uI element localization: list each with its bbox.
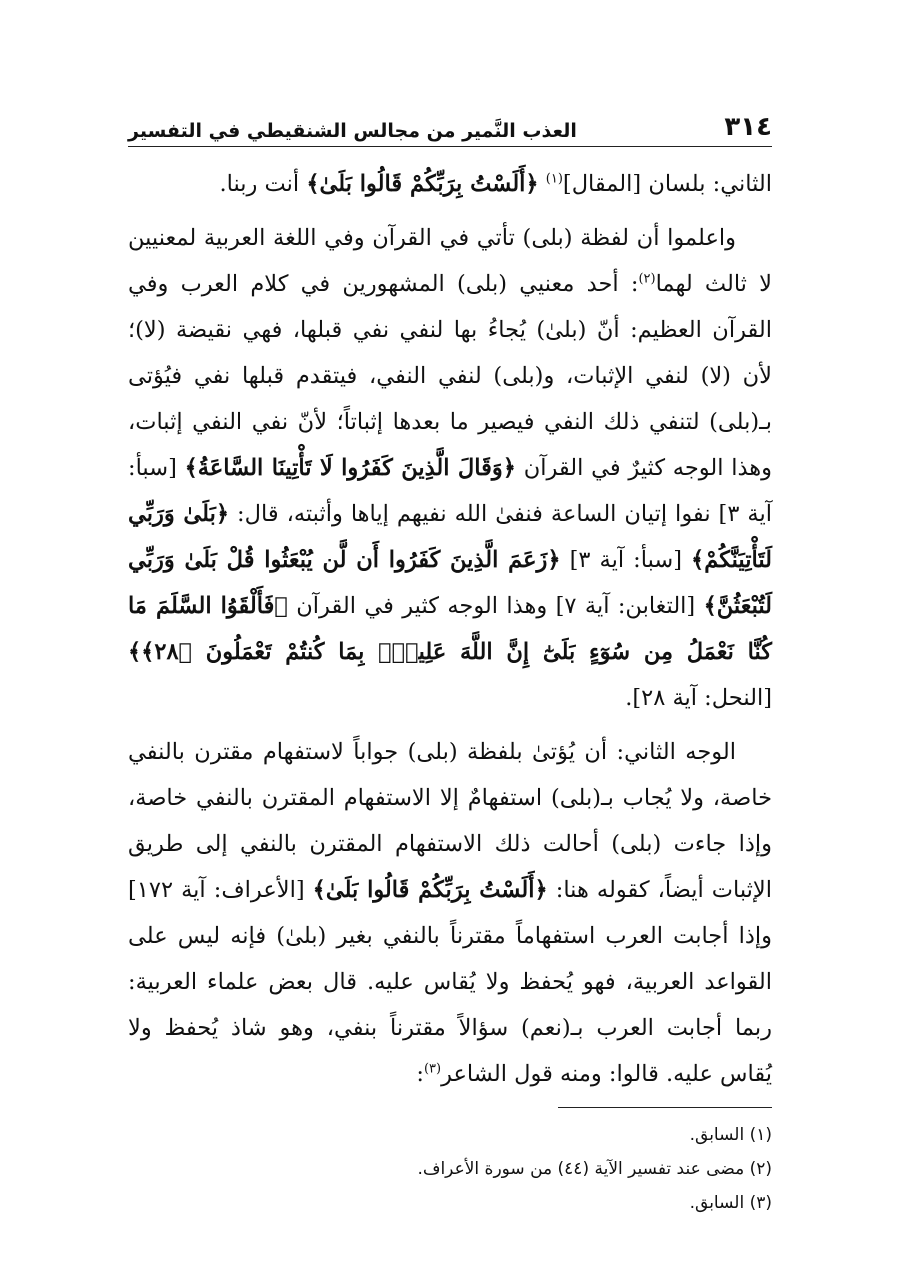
text-run: [سبأ: آية ٣] نفوا إتيان الساعة فنفىٰ الله نفيهم إياها وأثبته، قال: bbox=[128, 455, 772, 527]
text-run: : bbox=[416, 1061, 424, 1087]
footnote-ref: (٢) bbox=[638, 271, 656, 287]
footnote: (١) السابق. bbox=[689, 1125, 772, 1145]
text-run: أنت ربنا. bbox=[219, 171, 300, 197]
footnotes bbox=[128, 1118, 772, 1220]
footnote-ref: (٣) bbox=[423, 1061, 442, 1077]
text-run: [النحل: آية ٢٨]. bbox=[625, 685, 772, 711]
text-run: الوجه الثاني: أن يُؤتىٰ بلفظة (بلى) جواباً لاستفهام مقترن بالنفي خاصة، ولا يُجاب بـ(بلى) استفهامٌ إلا الاستفهام المقترن بالنفي خاصة، وإذا جاءت (بلى) أحالت ذلك الاستفهام المقترن بالنفي إلى طريق الإثبات أيضاً، كقوله هنا: bbox=[128, 739, 772, 903]
page-number: ٣١٤ bbox=[724, 112, 772, 142]
paragraph-1 bbox=[128, 161, 772, 207]
main-text bbox=[128, 161, 772, 1097]
header-divider bbox=[128, 146, 772, 147]
quran-verse: ﴿فَأَلْقَوُا السَّلَمَ مَا كُنَّا نَعْمَلُ مِن سُوٓءٍ بَلَىٰٓ إِنَّ اللَّهَ عَلِيمٌۢ بِمَا كُنتُمْ تَعْمَلُونَ ﴿٢٨﴾﴾ bbox=[128, 593, 772, 665]
text-run: واعلموا أن لفظة (بلى) تأتي في القرآن وفي اللغة العربية لمعنيين لا ثالث لهما bbox=[128, 225, 772, 297]
paragraph-3 bbox=[128, 729, 772, 1097]
quran-verse: ﴿أَلَسْتُ بِرَبِّكُمْ قَالُوا بَلَىٰ﴾ bbox=[312, 877, 548, 903]
footnote-divider bbox=[558, 1107, 772, 1108]
text-run: [الأعراف: آية ١٧٢] وإذا أجابت العرب استفهاماً مقترناً بالنفي بغير (بلىٰ) فإنه ليس على القواعد العربية، فهو يُحفظ ولا يُقاس عليه. قال بعض علماء العربية: ربما أجابت العرب بـ(نعم) سؤالاً مقترناً بنفي، وهو شاذ يُحفظ ولا يُقاس عليه. قالوا: ومنه قول الشاعر bbox=[128, 877, 772, 1087]
quran-verse: ﴿بَلَىٰ وَرَبِّي لَتَأْتِيَنَّكُمْ﴾ bbox=[128, 501, 772, 573]
quran-verse: ﴿أَلَسْتُ بِرَبِّكُمْ قَالُوا بَلَىٰ﴾ bbox=[306, 171, 539, 197]
text-run: : أحد معنيي (بلى) المشهورين في كلام العرب وفي القرآن العظيم: أنّ (بلىٰ) يُجاءُ بها لنفي نفي قبلها، فهي نقيضة (لا)؛ لأن (لا) لنفي الإثبات، و(بلى) لنفي النفي، فيتقدم قبلها نفي فيُؤتى بـ(بلى) لتنفي ذلك النفي فيصير ما بعدها إثباتاً؛ لأنّ نفي النفي إثبات، وهذا الوجه كثيرٌ في القرآن bbox=[128, 271, 772, 481]
paragraph-2 bbox=[128, 215, 772, 721]
quran-verse: ﴿زَعَمَ الَّذِينَ كَفَرُوا أَن لَّن يُبْعَثُوا قُلْ بَلَىٰ وَرَبِّي لَتُبْعَثُنَّ﴾ bbox=[128, 547, 772, 619]
footnote: (٢) مضى عند تفسير الآية (٤٤) من سورة الأعراف. bbox=[417, 1159, 772, 1179]
quran-verse: ﴿وَقَالَ الَّذِينَ كَفَرُوا لَا تَأْتِينَا السَّاعَةُ﴾ bbox=[184, 455, 516, 481]
footnote: (٣) السابق. bbox=[689, 1193, 772, 1213]
text-run: الثاني: بلسان [المقال] bbox=[562, 171, 772, 197]
text-run: [سبأ: آية ٣] bbox=[569, 547, 682, 573]
footnote-ref: (١) bbox=[545, 171, 563, 187]
text-run: [التغابن: آية ٧] وهذا الوجه كثير في القرآن bbox=[296, 593, 696, 619]
running-title: العذب النَّمير من مجالس الشنقيطي في التفسير bbox=[128, 120, 577, 142]
page-header bbox=[128, 108, 772, 142]
